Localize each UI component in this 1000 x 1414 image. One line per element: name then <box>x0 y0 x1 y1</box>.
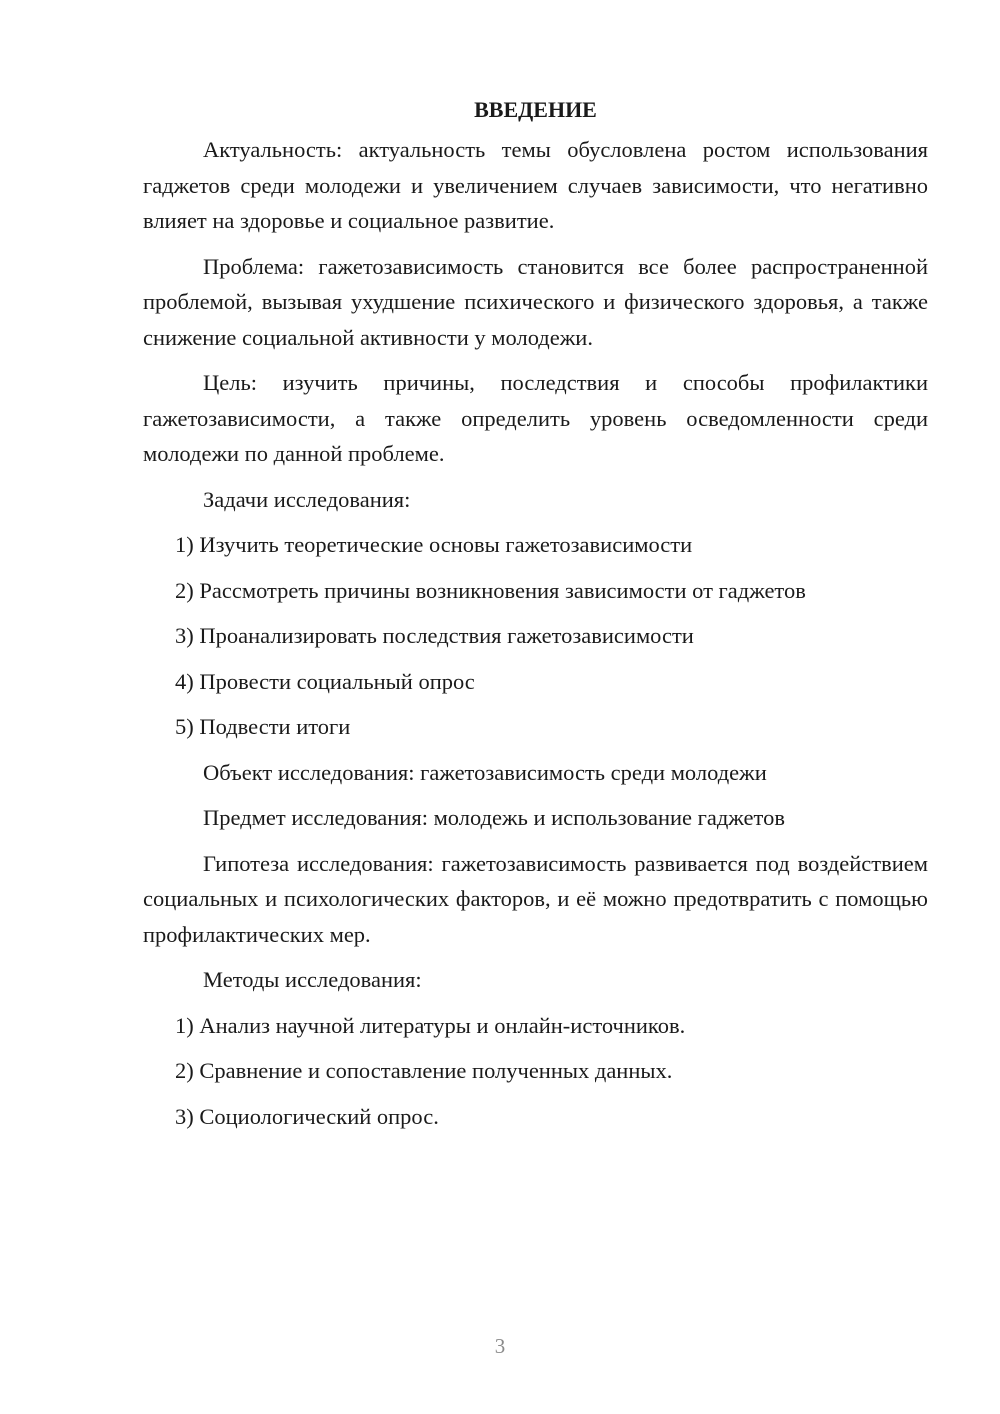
method-item-3: 3) Социологический опрос. <box>175 1103 439 1129</box>
problem-paragraph: Проблема: гажетозависимость становится все более распространенной проблемой, вызывая ухудшение психического и физического здоровья, а также снижение социальной активности у молодежи. <box>143 253 928 350</box>
method-item-1: 1) Анализ научной литературы и онлайн-источников. <box>175 1012 686 1038</box>
task-item-5: 5) Подвести итоги <box>175 714 351 739</box>
tasks-heading: Задачи исследования: <box>203 486 411 512</box>
relevance-paragraph: Актуальность: актуальность темы обусловлена ростом использования гаджетов среди молодежи и увеличением случаев зависимости, что негативно влияет на здоровье и социальное развитие. <box>143 137 928 233</box>
methods-heading: Методы исследования: <box>203 967 422 992</box>
hypothesis-paragraph: Гипотеза исследования: гажетозависимость развивается под воздействием социальных и психологических факторов, и её можно предотвратить с помощью профилактических мер. <box>143 850 928 947</box>
goal-paragraph: Цель: изучить причины, последствия и способы профилактики гажетозависимости, а также определить уровень осведомленности среди молодежи по данной проблеме. <box>143 370 928 466</box>
task-item-1: 1) Изучить теоретические основы гажетозависимости <box>175 532 693 557</box>
document-page <box>143 92 928 1144</box>
method-item-2: 2) Сравнение и сопоставление полученных данных. <box>175 1058 673 1083</box>
research-object: Объект исследования: гажетозависимость среди молодежи <box>203 759 767 785</box>
task-item-3: 3) Проанализировать последствия гажетозависимости <box>175 623 694 648</box>
task-item-4: 4) Провести социальный опрос <box>175 668 475 694</box>
task-item-2: 2) Рассмотреть причины возникновения зависимости от гаджетов <box>175 577 806 603</box>
page-number: 3 <box>494 1334 506 1358</box>
research-subject: Предмет исследования: молодежь и использование гаджетов <box>203 805 785 830</box>
section-title: ВВЕДЕНИЕ <box>474 97 597 122</box>
